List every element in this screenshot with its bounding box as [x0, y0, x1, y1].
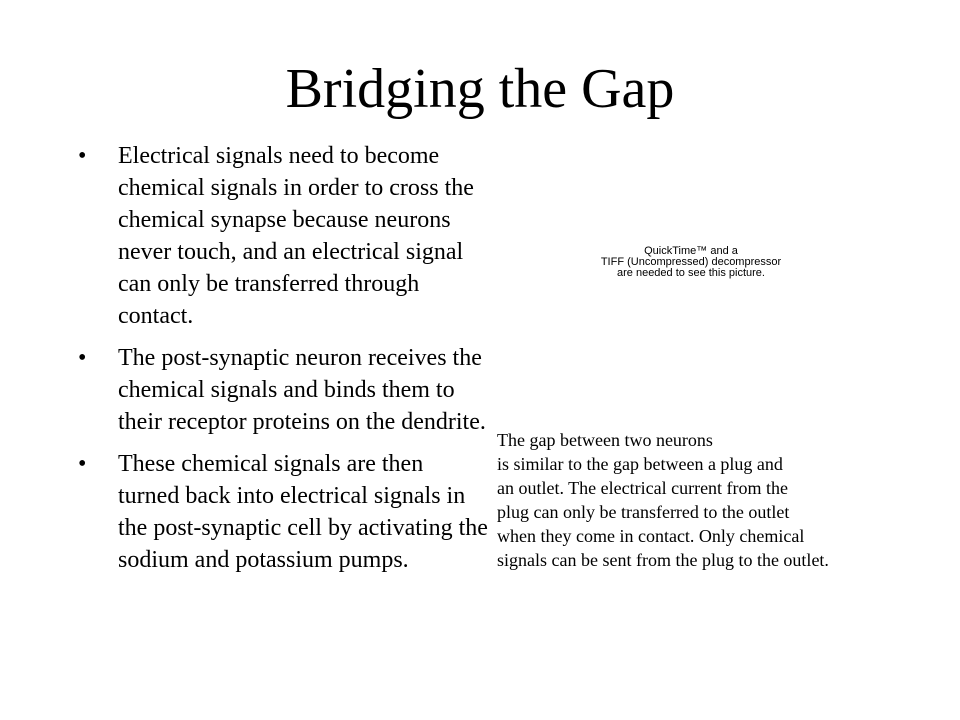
- bullet-list: [78, 140, 488, 586]
- image-placeholder: [596, 246, 786, 279]
- bullet-text: These chemical signals are then turned back into electrical signals in the post-synaptic cell by activating the sodium and potassium pumps.: [118, 451, 488, 573]
- bullet-item: [78, 448, 488, 576]
- caption-line: plug can only be transferred to the outlet: [497, 502, 790, 522]
- placeholder-line: QuickTime™ and a: [644, 245, 738, 257]
- bullet-text: Electrical signals need to become chemical signals in order to cross the chemical synapse because neurons never touch, and an electrical signal can only be transferred through contact.: [118, 143, 474, 329]
- placeholder-line: are needed to see this picture.: [617, 267, 765, 279]
- bullet-icon: •: [78, 451, 87, 477]
- caption-line: is similar to the gap between a plug and: [497, 454, 783, 474]
- caption-line: when they come in contact. Only chemical: [497, 526, 805, 546]
- caption-line: an outlet. The electrical current from the: [497, 478, 789, 498]
- image-caption: [497, 428, 952, 572]
- placeholder-line: TIFF (Uncompressed) decompressor: [600, 256, 782, 268]
- caption-line: signals can be sent from the plug to the outlet.: [497, 550, 829, 570]
- bullet-text: The post-synaptic neuron receives the chemical signals and binds them to their receptor proteins on the dendrite.: [118, 345, 486, 435]
- bullet-item: [78, 140, 488, 332]
- bullet-icon: •: [78, 345, 87, 371]
- bullet-item: [78, 342, 488, 438]
- caption-line: The gap between two neurons: [497, 430, 713, 450]
- slide-title: Bridging the Gap: [285, 58, 675, 120]
- bullet-icon: •: [78, 143, 87, 169]
